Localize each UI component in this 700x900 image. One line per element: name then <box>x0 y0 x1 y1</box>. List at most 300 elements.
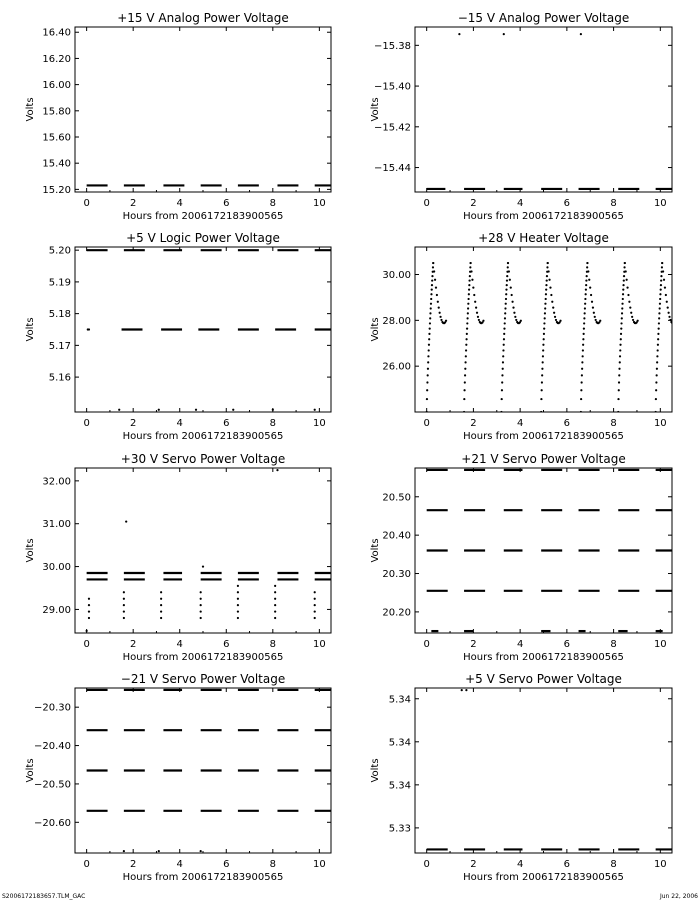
data-point <box>501 381 503 383</box>
x-tick-label: 8 <box>610 639 617 650</box>
y-tick-label: 5.16 <box>48 372 71 384</box>
chart-title: +30 V Servo Power Voltage <box>120 452 286 466</box>
data-point <box>502 355 504 357</box>
y-tick-label: 20.30 <box>382 569 411 581</box>
data-layer <box>426 262 677 413</box>
x-tick-label: 10 <box>312 418 326 429</box>
y-tick-label: −15.40 <box>373 81 411 93</box>
x-tick-label: 2 <box>470 859 477 870</box>
data-point <box>464 374 466 376</box>
data-point <box>466 322 468 324</box>
data-point <box>464 368 466 370</box>
data-point <box>623 266 625 268</box>
data-point <box>584 312 586 314</box>
y-tick-label: 31.00 <box>42 519 71 531</box>
data-point <box>660 275 662 277</box>
chart-title: +28 V Heater Voltage <box>478 231 609 245</box>
data-layer <box>86 469 334 632</box>
data-point <box>657 333 659 335</box>
y-tick-label: 30.00 <box>382 270 411 281</box>
data-point <box>431 279 433 281</box>
y-tick-label: −15.38 <box>373 40 411 52</box>
data-point <box>160 604 162 606</box>
footer-file-name: S2006172183657.TLM_GAC <box>2 893 86 900</box>
data-point <box>583 322 585 324</box>
data-point <box>471 279 473 281</box>
data-point <box>509 279 511 281</box>
data-layer <box>427 470 675 631</box>
data-point <box>659 307 661 309</box>
data-point <box>439 312 441 314</box>
data-point <box>502 361 504 363</box>
data-point <box>465 355 467 357</box>
data-point <box>158 850 160 852</box>
data-point <box>667 307 669 309</box>
data-layer <box>87 690 334 852</box>
chart-3 <box>25 231 333 442</box>
y-tick-label: 5.19 <box>48 277 71 289</box>
data-point <box>506 275 508 277</box>
data-point <box>467 298 469 300</box>
data-point <box>465 689 467 691</box>
data-point <box>461 689 463 691</box>
data-point <box>656 355 658 357</box>
data-point <box>668 312 670 314</box>
data-point <box>669 319 671 321</box>
data-point <box>540 411 542 413</box>
x-tick-label: 10 <box>653 859 667 870</box>
data-point <box>505 303 507 305</box>
data-point <box>546 279 548 281</box>
data-point <box>438 307 440 309</box>
data-point <box>466 317 468 319</box>
y-tick-label: 5.17 <box>48 340 71 352</box>
data-point <box>200 850 202 852</box>
data-point <box>427 368 429 370</box>
data-point <box>470 270 472 272</box>
x-axis-label: Hours from 2006172183900565 <box>122 211 284 222</box>
data-point <box>674 320 676 322</box>
data-point <box>232 409 234 411</box>
y-tick-label: 26.00 <box>382 361 411 373</box>
data-point <box>237 591 239 593</box>
data-point <box>620 322 622 324</box>
data-point <box>274 591 276 593</box>
data-point <box>504 322 506 324</box>
data-point <box>626 279 628 281</box>
x-tick-label: 4 <box>176 639 183 650</box>
x-tick-label: 0 <box>83 418 90 429</box>
data-point <box>664 287 666 289</box>
data-point <box>468 293 470 295</box>
x-tick-label: 0 <box>83 639 90 650</box>
data-point <box>468 284 470 286</box>
chart-2 <box>370 11 674 222</box>
data-point <box>546 266 548 268</box>
data-point <box>661 262 663 264</box>
data-point <box>585 293 587 295</box>
data-point <box>621 312 623 314</box>
data-point <box>660 279 662 281</box>
data-point <box>543 327 545 329</box>
data-point <box>429 322 431 324</box>
data-point <box>619 349 621 351</box>
data-point <box>160 598 162 600</box>
plot-frame <box>75 468 331 633</box>
data-point <box>314 604 316 606</box>
x-tick-label: 6 <box>223 859 230 870</box>
data-point <box>469 266 471 268</box>
data-point <box>657 344 659 346</box>
x-tick-label: 10 <box>653 418 667 429</box>
data-point <box>541 389 543 391</box>
data-point <box>618 381 620 383</box>
data-point <box>581 361 583 363</box>
data-point <box>482 320 484 322</box>
data-point <box>200 591 202 593</box>
data-point <box>511 294 513 296</box>
data-point <box>618 389 620 391</box>
data-point <box>515 319 517 321</box>
data-point <box>118 409 120 411</box>
data-point <box>200 617 202 619</box>
data-point <box>429 327 431 329</box>
data-point <box>543 333 545 335</box>
data-point <box>314 591 316 593</box>
data-point <box>434 279 436 281</box>
data-point <box>507 266 509 268</box>
data-point <box>656 368 658 370</box>
y-tick-label: 20.20 <box>382 607 411 619</box>
data-point <box>160 617 162 619</box>
data-point <box>88 617 90 619</box>
data-point <box>583 317 585 319</box>
y-tick-label: 15.20 <box>42 184 71 196</box>
x-tick-label: 0 <box>83 859 90 870</box>
x-tick-label: 4 <box>516 859 524 870</box>
data-point <box>542 355 544 357</box>
data-point <box>88 610 90 612</box>
data-point <box>673 321 675 323</box>
data-point <box>200 604 202 606</box>
data-point <box>237 610 239 612</box>
y-tick-label: 5.34 <box>388 780 411 792</box>
data-point <box>505 298 507 300</box>
data-point <box>475 307 477 309</box>
data-point <box>622 298 624 300</box>
y-tick-label: 15.80 <box>42 106 71 118</box>
data-point <box>437 301 439 303</box>
data-point <box>663 279 665 281</box>
data-point <box>621 317 623 319</box>
data-layer <box>87 250 334 411</box>
data-point <box>594 316 596 318</box>
x-tick-label: 8 <box>269 198 277 209</box>
data-point <box>464 361 466 363</box>
data-point <box>429 312 431 314</box>
x-tick-label: 4 <box>176 198 183 209</box>
x-tick-label: 0 <box>423 639 430 650</box>
data-point <box>430 303 432 305</box>
plot-frame <box>415 247 672 412</box>
data-point <box>548 270 550 272</box>
data-point <box>476 312 478 314</box>
data-point <box>276 469 278 471</box>
data-point <box>581 381 583 383</box>
data-point <box>619 344 621 346</box>
data-point <box>658 317 660 319</box>
data-point <box>599 320 601 322</box>
data-point <box>626 287 628 289</box>
data-point <box>160 591 162 593</box>
data-point <box>590 294 592 296</box>
x-tick-label: 6 <box>563 198 571 209</box>
data-point <box>503 327 505 329</box>
data-point <box>618 374 620 376</box>
data-point <box>474 301 476 303</box>
data-point <box>200 598 202 600</box>
data-point <box>237 598 239 600</box>
data-point <box>432 266 434 268</box>
data-point <box>549 287 551 289</box>
data-point <box>587 270 589 272</box>
data-point <box>237 604 239 606</box>
data-point <box>630 312 632 314</box>
data-point <box>660 284 662 286</box>
data-point <box>553 312 555 314</box>
data-point <box>580 398 582 400</box>
chart-4 <box>370 231 676 442</box>
data-point <box>588 279 590 281</box>
data-point <box>585 289 587 291</box>
x-axis-label: Hours from 2006172183900565 <box>463 652 624 663</box>
y-tick-label: 29.00 <box>42 604 71 616</box>
x-tick-label: 8 <box>610 418 617 429</box>
data-point <box>428 349 430 351</box>
data-point <box>123 604 125 606</box>
data-point <box>427 361 429 363</box>
y-tick-label: 5.18 <box>48 309 71 321</box>
data-point <box>502 368 504 370</box>
y-tick-label: 28.00 <box>382 315 411 327</box>
data-point <box>660 289 662 291</box>
data-point <box>617 411 619 413</box>
x-tick-label: 6 <box>563 639 571 650</box>
data-point <box>511 301 513 303</box>
data-point <box>458 33 460 35</box>
data-point <box>88 328 90 330</box>
data-point <box>123 598 125 600</box>
data-point <box>123 591 125 593</box>
data-point <box>274 604 276 606</box>
data-point <box>88 598 90 600</box>
data-point <box>505 289 507 291</box>
data-layer <box>427 33 675 189</box>
data-point <box>501 374 503 376</box>
data-point <box>501 389 503 391</box>
data-point <box>582 344 584 346</box>
chart-title: +15 V Analog Power Voltage <box>117 11 289 25</box>
data-point <box>545 293 547 295</box>
data-point <box>581 368 583 370</box>
data-point <box>547 262 549 264</box>
data-point <box>426 389 428 391</box>
data-point <box>195 409 197 411</box>
data-point <box>427 374 429 376</box>
data-point <box>583 327 585 329</box>
data-point <box>550 294 552 296</box>
data-point <box>655 398 657 400</box>
data-point <box>541 374 543 376</box>
y-tick-label: −15.42 <box>373 122 411 134</box>
data-point <box>314 598 316 600</box>
data-point <box>580 411 582 413</box>
data-point <box>656 361 658 363</box>
data-point <box>655 411 657 413</box>
data-point <box>520 320 522 322</box>
x-tick-label: 2 <box>470 198 477 209</box>
data-point <box>622 284 624 286</box>
data-point <box>314 409 316 411</box>
data-point <box>583 333 585 335</box>
x-axis-label: Hours from 2006172183900565 <box>122 872 284 883</box>
data-point <box>478 319 480 321</box>
data-point <box>592 307 594 309</box>
x-tick-label: 6 <box>563 859 571 870</box>
x-tick-label: 2 <box>470 639 477 650</box>
data-point <box>542 361 544 363</box>
data-point <box>506 279 508 281</box>
data-point <box>463 389 465 391</box>
data-point <box>541 368 543 370</box>
data-point <box>504 312 506 314</box>
data-point <box>661 266 663 268</box>
footer-date: Jun 22, 2006 <box>659 893 698 900</box>
data-point <box>624 262 626 264</box>
data-point <box>237 617 239 619</box>
data-point <box>505 293 507 295</box>
data-point <box>430 293 432 295</box>
x-tick-label: 8 <box>269 418 277 429</box>
data-point <box>657 349 659 351</box>
data-point <box>555 319 557 321</box>
data-point <box>582 355 584 357</box>
data-point <box>625 270 627 272</box>
data-point <box>463 398 465 400</box>
chart-6 <box>370 452 674 663</box>
y-tick-label: −20.50 <box>33 779 71 791</box>
y-axis-label: Volts <box>370 97 381 122</box>
y-axis-label: Volts <box>25 317 36 342</box>
data-point <box>502 349 504 351</box>
data-point <box>427 355 429 357</box>
data-point <box>586 266 588 268</box>
y-tick-label: 15.40 <box>42 158 71 170</box>
data-point <box>503 344 505 346</box>
chart-title: +5 V Servo Power Voltage <box>465 672 622 686</box>
data-point <box>237 585 239 587</box>
data-point <box>467 312 469 314</box>
data-point <box>544 307 546 309</box>
y-tick-label: 15.60 <box>42 132 71 144</box>
data-point <box>314 610 316 612</box>
data-point <box>428 338 430 340</box>
data-point <box>582 349 584 351</box>
data-point <box>429 317 431 319</box>
data-point <box>542 349 544 351</box>
data-point <box>542 344 544 346</box>
data-point <box>274 610 276 612</box>
x-tick-label: 0 <box>83 198 90 209</box>
y-tick-label: −15.44 <box>373 163 411 175</box>
x-tick-label: 6 <box>223 198 230 209</box>
data-point <box>580 389 582 391</box>
data-point <box>503 333 505 335</box>
data-point <box>631 316 633 318</box>
x-tick-label: 8 <box>269 639 277 650</box>
y-tick-label: 16.20 <box>42 53 71 65</box>
data-point <box>581 374 583 376</box>
data-point <box>503 338 505 340</box>
data-point <box>665 294 667 296</box>
data-point <box>545 298 547 300</box>
data-point <box>430 307 432 309</box>
data-point <box>658 327 660 329</box>
data-point <box>439 316 441 318</box>
data-point <box>548 279 550 281</box>
y-tick-label: 5.34 <box>388 737 411 749</box>
data-point <box>591 301 593 303</box>
chart-title: −15 V Analog Power Voltage <box>457 11 630 25</box>
chart-title: +5 V Logic Power Voltage <box>126 231 280 245</box>
data-point <box>585 279 587 281</box>
x-tick-label: 4 <box>516 198 524 209</box>
data-point <box>125 520 127 522</box>
y-axis-label: Volts <box>25 758 36 783</box>
plot-frame <box>415 688 672 853</box>
data-point <box>514 316 516 318</box>
data-point <box>659 293 661 295</box>
y-axis-label: Volts <box>25 538 36 563</box>
x-tick-label: 6 <box>563 418 571 429</box>
x-tick-label: 8 <box>610 198 617 209</box>
y-tick-label: 5.34 <box>388 694 411 706</box>
y-axis-label: Volts <box>370 317 381 342</box>
data-point <box>551 301 553 303</box>
data-point <box>430 298 432 300</box>
y-axis-label: Volts <box>25 97 36 122</box>
x-tick-label: 6 <box>223 418 230 429</box>
data-point <box>632 319 634 321</box>
data-point <box>500 411 502 413</box>
x-tick-label: 4 <box>176 859 183 870</box>
data-point <box>617 398 619 400</box>
data-point <box>465 344 467 346</box>
plot-frame <box>415 27 672 192</box>
data-point <box>637 320 639 322</box>
y-tick-label: 30.00 <box>42 562 71 574</box>
chart-1 <box>25 11 333 222</box>
data-point <box>469 275 471 277</box>
data-point <box>507 262 509 264</box>
x-tick-label: 4 <box>516 639 524 650</box>
y-tick-label: 5.20 <box>48 245 71 257</box>
data-point <box>620 338 622 340</box>
data-point <box>540 398 542 400</box>
x-tick-label: 10 <box>312 639 326 650</box>
data-point <box>589 287 591 289</box>
x-axis-label: Hours from 2006172183900565 <box>463 211 624 222</box>
